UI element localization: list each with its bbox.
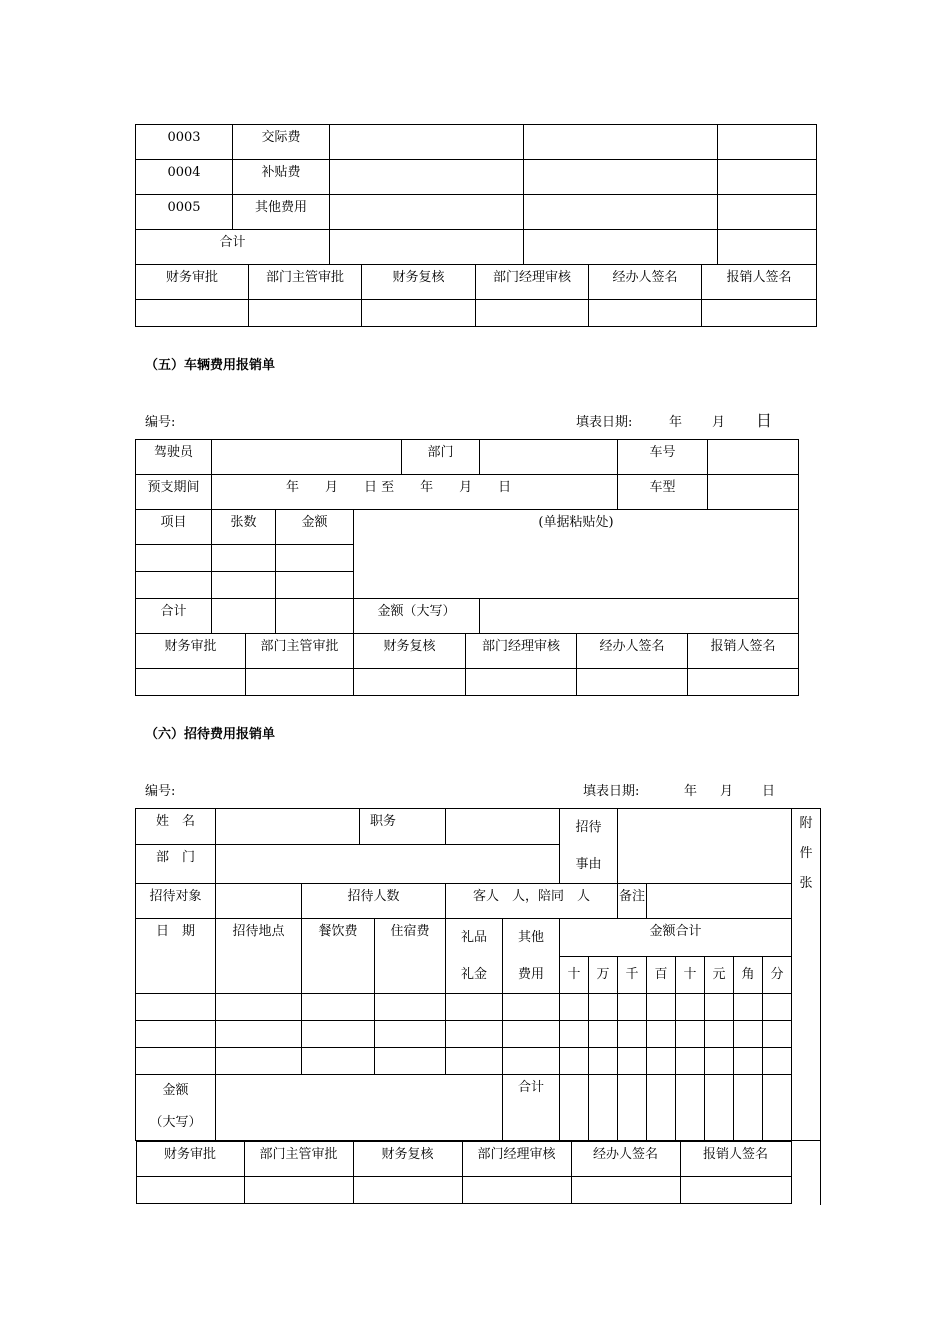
lodging-field[interactable] [375,1048,446,1075]
place-field[interactable] [216,1048,302,1075]
approval-table-1 [135,264,817,327]
total-label: 合计 [136,599,212,634]
input-cell[interactable] [524,195,718,230]
digit-field[interactable] [647,1048,676,1075]
signature-field[interactable] [688,669,799,696]
count-field[interactable] [212,545,276,572]
item-field[interactable] [136,572,212,599]
hospitality-month-label: 月 [720,784,734,799]
other-field[interactable] [503,1048,560,1075]
other-header-line2: 费用 [518,967,545,982]
total-digit-field[interactable] [705,1075,734,1141]
total-digit-field[interactable] [676,1075,705,1141]
digit-header: 角 [734,956,763,994]
signature-field[interactable] [136,300,249,327]
finance-review-label: 财务复核 [354,634,466,669]
name-label: 姓 名 [136,809,216,845]
attach-char-3: 张 [799,876,813,891]
date-field[interactable] [136,1048,216,1075]
digit-header: 元 [705,956,734,994]
attach-char-2: 件 [799,846,813,861]
hospitality-day-label: 日 [762,784,776,799]
item-cell: 补贴费 [233,160,330,195]
total-digit-field[interactable] [589,1075,618,1141]
claimant-signature-label: 报销人签名 [702,265,817,300]
period-label: 预支期间 [136,475,212,510]
total-digit-field[interactable] [560,1075,589,1141]
driver-field[interactable] [212,440,402,475]
reason-field[interactable] [618,809,792,884]
digit-header: 千 [618,956,647,994]
vehicle-form-title: （五）车辆费用报销单 [145,358,276,373]
input-cell[interactable] [524,125,718,160]
item-field[interactable] [136,545,212,572]
target-field[interactable] [216,884,302,919]
dept-manager-review-label: 部门经理审核 [476,265,589,300]
date-header: 日 期 [136,919,216,994]
attachment-column [792,809,821,1141]
input-cell[interactable] [330,230,524,265]
digit-field[interactable] [589,1021,618,1048]
digit-header: 十 [676,956,705,994]
dept-field[interactable] [216,845,560,884]
car-type-label: 车型 [618,475,708,510]
total-label: 合计 [503,1075,560,1141]
car-type-field[interactable] [708,475,799,510]
total-digit-field[interactable] [647,1075,676,1141]
digit-field[interactable] [560,994,589,1021]
count-field[interactable] [212,572,276,599]
signature-field[interactable] [353,1177,462,1204]
approval-table-2 [135,633,799,696]
hospitality-year-label: 年 [684,784,698,799]
other-header-line1: 其他 [518,930,545,945]
digit-field[interactable] [734,1048,763,1075]
handler-signature-label: 经办人签名 [571,1142,680,1177]
code-cell: 0004 [136,160,233,195]
place-header: 招待地点 [216,919,302,994]
table-row [136,160,817,195]
signature-field[interactable] [702,300,817,327]
code-cell: 0003 [136,125,233,160]
input-cell[interactable] [330,125,524,160]
table-row [136,994,821,1021]
receipt-paste-area: (单据粘贴处) [354,510,799,599]
handler-signature-label: 经办人签名 [589,265,702,300]
signature-field[interactable] [571,1177,680,1204]
dept-field[interactable] [480,440,618,475]
driver-label: 驾驶员 [136,440,212,475]
digit-field[interactable] [676,994,705,1021]
amount-field[interactable] [276,545,354,572]
lodging-field[interactable] [375,994,446,1021]
total-label: 合计 [136,230,330,265]
amount-upper-field[interactable] [216,1075,503,1141]
digit-field[interactable] [560,1021,589,1048]
digit-field[interactable] [705,1021,734,1048]
amount-upper-field[interactable] [480,599,799,634]
dept-head-approval-label: 部门主管审批 [244,1142,353,1177]
dept-head-approval-label: 部门主管审批 [249,265,362,300]
signature-field[interactable] [362,300,476,327]
item-header: 项目 [136,510,212,545]
signature-field[interactable] [680,1177,791,1204]
signature-field[interactable] [354,669,466,696]
reason-label-line1: 招待 [575,820,602,835]
total-count-field[interactable] [212,599,276,634]
amount-upper-line2: （大写） [149,1115,202,1130]
finance-review-label: 财务复核 [353,1142,462,1177]
gift-header-line2: 礼金 [461,967,488,982]
digit-field[interactable] [763,994,792,1021]
gift-header-line1: 礼品 [461,930,488,945]
signature-field[interactable] [136,669,246,696]
position-field[interactable] [446,809,560,845]
signature-field[interactable] [246,669,354,696]
gift-field[interactable] [446,1021,503,1048]
signature-field[interactable] [577,669,688,696]
digit-field[interactable] [618,1021,647,1048]
digit-header: 分 [763,956,792,994]
digit-header: 百 [647,956,676,994]
meal-field[interactable] [302,1021,375,1048]
digit-header: 十 [560,956,589,994]
vehicle-month-label: 月 [712,415,726,430]
digit-field[interactable] [763,1021,792,1048]
digit-field[interactable] [676,1021,705,1048]
input-cell[interactable] [524,230,718,265]
hospitality-form-title: （六）招待费用报销单 [145,727,276,742]
amount-upper-label: 金额（大写） [354,599,480,634]
input-cell[interactable] [330,160,524,195]
digit-field[interactable] [618,994,647,1021]
digit-field[interactable] [763,1048,792,1075]
claimant-signature-label: 报销人签名 [688,634,799,669]
gift-header [446,919,503,994]
signature-field[interactable] [136,1177,244,1204]
table-row [136,125,817,160]
digit-field[interactable] [647,1021,676,1048]
dept-label: 部门 [402,440,480,475]
dept-head-approval-label: 部门主管审批 [246,634,354,669]
total-digit-field[interactable] [734,1075,763,1141]
signature-field[interactable] [462,1177,571,1204]
attach-char-1: 附 [799,816,813,831]
hospitality-date-label: 填表日期: [583,784,640,799]
place-field[interactable] [216,1021,302,1048]
digit-field[interactable] [618,1048,647,1075]
digit-field[interactable] [705,1048,734,1075]
table-row [136,1021,821,1048]
target-label: 招待对象 [136,884,216,919]
signature-field[interactable] [476,300,589,327]
vehicle-year-label: 年 [669,415,683,430]
input-cell[interactable] [524,160,718,195]
reason-label-line2: 事由 [575,857,602,872]
dept-manager-review-label: 部门经理审核 [466,634,577,669]
code-cell: 0005 [136,195,233,230]
other-field[interactable] [503,994,560,1021]
meal-field[interactable] [302,994,375,1021]
digit-field[interactable] [560,1048,589,1075]
table-row [136,195,817,230]
input-cell[interactable] [718,125,817,160]
name-field[interactable] [216,809,360,845]
gift-field[interactable] [446,994,503,1021]
place-field[interactable] [216,994,302,1021]
expense-table-continued [135,124,817,265]
table-row [136,230,817,265]
car-number-field[interactable] [708,440,799,475]
dept-manager-review-label: 部门经理审核 [462,1142,571,1177]
date-field[interactable] [136,1021,216,1048]
note-field[interactable] [647,884,792,919]
meal-field[interactable] [302,1048,375,1075]
date-field[interactable] [136,994,216,1021]
amount-upper-label [136,1075,216,1141]
amount-header: 金额 [276,510,354,545]
total-digit-field[interactable] [618,1075,647,1141]
position-label: 职务 [360,809,446,845]
note-label: 备注 [618,884,647,919]
guest-count-label: 招待人数 [302,884,446,919]
signature-field[interactable] [249,300,362,327]
digit-field[interactable] [647,994,676,1021]
hospitality-expense-table [135,808,821,1205]
signature-field[interactable] [589,300,702,327]
other-header [503,919,560,994]
vehicle-date-label: 填表日期: [576,415,633,430]
input-cell[interactable] [330,195,524,230]
signature-field[interactable] [244,1177,353,1204]
item-cell: 交际费 [233,125,330,160]
digit-field[interactable] [676,1048,705,1075]
item-cell: 其他费用 [233,195,330,230]
hospitality-number-label: 编号: [145,784,176,799]
vehicle-day-label: 日 [756,411,773,430]
dept-label: 部 门 [136,845,216,884]
reason-label [560,809,618,884]
gift-field[interactable] [446,1048,503,1075]
handler-signature-label: 经办人签名 [577,634,688,669]
input-cell[interactable] [718,230,817,265]
claimant-signature-label: 报销人签名 [680,1142,791,1177]
other-field[interactable] [503,1021,560,1048]
digit-field[interactable] [734,994,763,1021]
input-cell[interactable] [718,195,817,230]
digit-field[interactable] [589,1048,618,1075]
lodging-header: 住宿费 [375,919,446,994]
finance-review-label: 财务复核 [362,265,476,300]
finance-approval-label: 财务审批 [136,634,246,669]
finance-approval-label: 财务审批 [136,265,249,300]
amount-upper-line1: 金额 [162,1083,189,1098]
guests-field[interactable]: 客人 人，陪同 人 [446,884,618,919]
input-cell[interactable] [718,160,817,195]
digit-header: 万 [589,956,618,994]
total-digit-field[interactable] [763,1075,792,1141]
digit-field[interactable] [705,994,734,1021]
signature-field[interactable] [466,669,577,696]
vehicle-number-label: 编号: [145,415,176,430]
lodging-field[interactable] [375,1021,446,1048]
finance-approval-label: 财务审批 [136,1142,244,1177]
car-number-label: 车号 [618,440,708,475]
period-field[interactable]: 年 月 日 至 年 月 日 [212,475,618,510]
amount-field[interactable] [276,572,354,599]
count-header: 张数 [212,510,276,545]
meal-header: 餐饮费 [302,919,375,994]
sum-total-header: 金额合计 [560,919,792,957]
vehicle-expense-table [135,439,799,634]
approval-table-3 [136,1141,792,1204]
total-amount-field[interactable] [276,599,354,634]
table-row [136,1048,821,1075]
digit-field[interactable] [589,994,618,1021]
digit-field[interactable] [734,1021,763,1048]
approval-row-wrapper [136,1141,821,1205]
